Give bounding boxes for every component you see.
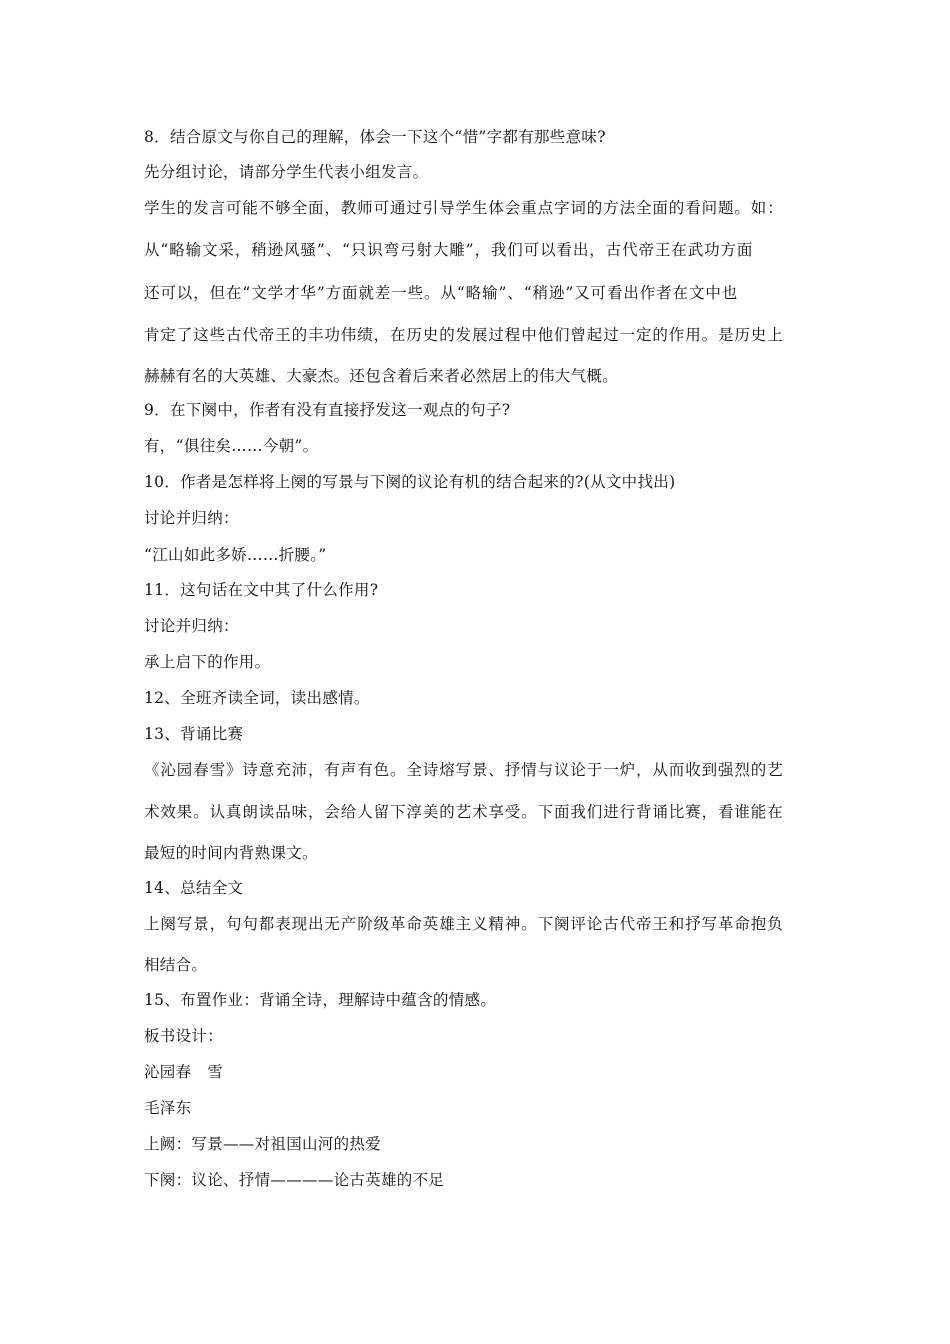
- summary-paragraph-line-1: 上阕写景，句句都表现出无产阶级革命英雄主义精神。下阕评论古代帝王和抒写革命抱负: [144, 915, 784, 933]
- analysis-paragraph-line-5: 赫赫有名的大英雄、大豪杰。还包含着后来者必然居上的伟大气概。: [144, 367, 619, 385]
- answer-11: 承上启下的作用。: [144, 653, 271, 671]
- summary-paragraph-line-2: 相结合。: [144, 956, 208, 974]
- discussion-label-2: 讨论并归纳：: [144, 617, 239, 635]
- board-upper-stanza: 上阙：写景——对祖国山河的热爱: [144, 1135, 382, 1153]
- discussion-label-1: 讨论并归纳：: [144, 509, 239, 527]
- recitation-paragraph-line-2: 术效果。认真朗读品味，会给人留下淳美的艺术享受。下面我们进行背诵比赛，看谁能在: [144, 803, 784, 821]
- answer-10: “江山如此多娇……折腰。”: [144, 546, 327, 564]
- board-design-label: 板书设计：: [144, 1027, 224, 1045]
- recitation-paragraph-line-1: 《沁园春雪》诗意充沛，有声有色。全诗熔写景、抒情与议论于一炉，从而收到强烈的艺: [144, 761, 784, 779]
- analysis-paragraph-line-1: 学生的发言可能不够全面，教师可通过引导学生体会重点字词的方法全面的看问题。如：: [144, 199, 784, 217]
- board-author: 毛泽东: [144, 1099, 192, 1117]
- question-9: 9．在下阕中，作者有没有直接抒发这一观点的句子?: [144, 401, 511, 419]
- question-11: 11．这句话在文中其了什么作用?: [144, 581, 379, 599]
- step-13: 13、背诵比赛: [144, 725, 244, 743]
- question-8: 8．结合原文与你自己的理解，体会一下这个“惜”字都有那些意味?: [144, 128, 606, 146]
- analysis-paragraph-line-4: 肯定了这些古代帝王的丰功伟绩，在历史的发展过程中他们曾起过一定的作用。是历史上: [144, 326, 784, 344]
- step-12: 12、全班齐读全词，读出感情。: [144, 689, 370, 707]
- step-15: 15、布置作业：背诵全诗，理解诗中蕴含的情感。: [144, 991, 497, 1009]
- question-10: 10．作者是怎样将上阕的写景与下阕的议论有机的结合起来的?(从文中找出): [144, 473, 676, 491]
- answer-9: 有，“俱往矣……今朝”。: [144, 437, 319, 455]
- step-14: 14、总结全文: [144, 879, 244, 897]
- instruction-group-discussion: 先分组讨论，请部分学生代表小组发言。: [144, 163, 429, 181]
- analysis-paragraph-line-2: 从“略输文采，稍逊风骚”、“只识弯弓射大雕”，我们可以看出，古代帝王在武功方面: [144, 241, 754, 259]
- board-title: 沁园春 雪: [144, 1063, 224, 1081]
- analysis-paragraph-line-3: 还可以，但在“文学才华”方面就差一些。从“略输”、“稍逊”又可看出作者在文中也: [144, 284, 739, 302]
- recitation-paragraph-line-3: 最短的时间内背熟课文。: [144, 844, 318, 862]
- board-lower-stanza: 下阕：议论、抒情————论古英雄的不足: [144, 1171, 445, 1189]
